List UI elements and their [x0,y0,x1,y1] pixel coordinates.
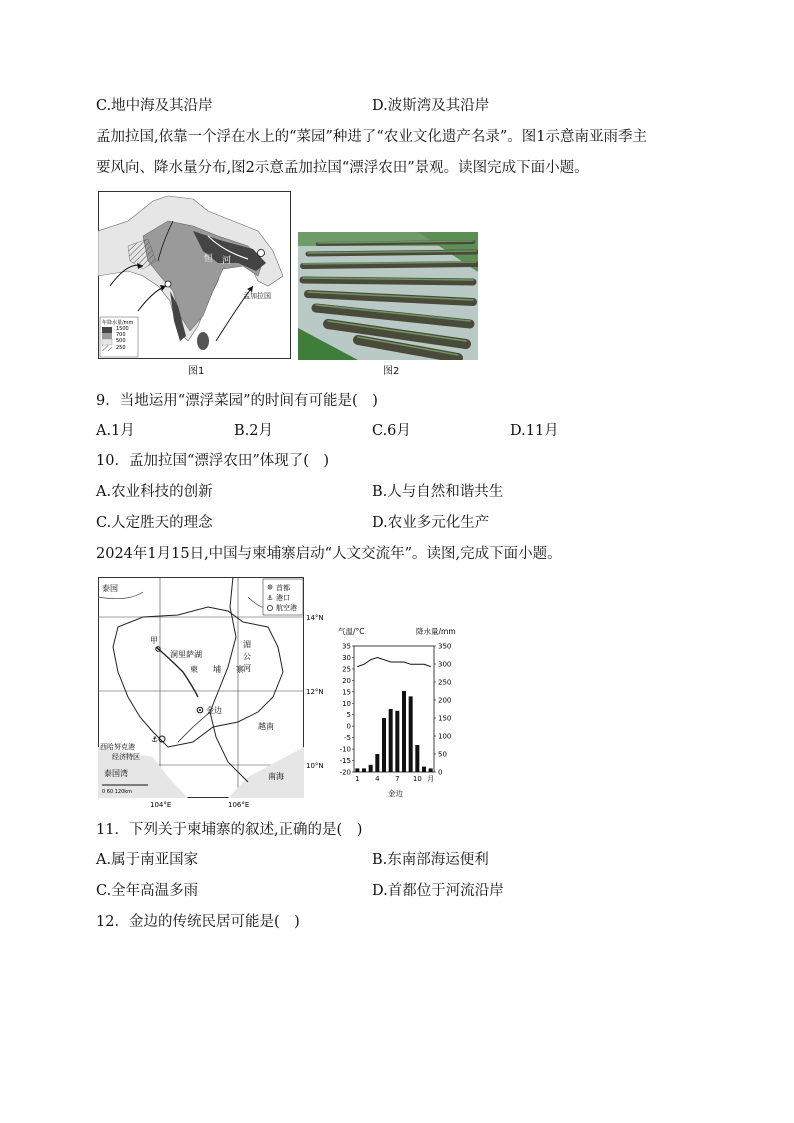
chart-ytick-left: 15 [342,688,351,697]
chart-ytick-right: 0 [438,768,443,777]
chart-ylabel-right: 降水量/mm [416,627,456,636]
figure1-river-label: 恒 [204,254,214,264]
chart-ytick-right: 150 [438,714,452,723]
chart-ytick-right: 300 [438,660,452,669]
q10-stem: 10．孟加拉国“漂浮农田”体现了( ) [96,453,330,469]
q8-option-c: C.地中海及其沿岸 [96,98,213,114]
q10-option-c: C.人定胜天的理念 [96,515,213,531]
chart-ytick-left: -20 [339,768,351,777]
map2-legend-port: 港口 [276,594,290,602]
map2-vietnam: 越南 [258,722,274,731]
map2-cambodia-2: 埔 [213,665,221,674]
chart-ytick-left: 5 [346,711,351,720]
map2-sez-1: 西哈努克港 [100,743,135,751]
svg-text:⚓: ⚓ [266,594,274,602]
map2-mekong-3: 河 [243,664,251,673]
svg-text:⚓: ⚓ [151,735,159,744]
map2-cambodia-3: 寨 [236,665,244,674]
passage1-line1: 孟加拉国,依靠一个浮在水上的“菜园”种进了“农业文化遗产名录”。图1示意南亚雨季主 [96,129,647,145]
chart-bar [389,709,393,772]
chart-ylabel-left: 气温/°C [338,627,365,636]
map2-legend-airport: 航空港 [276,604,297,612]
chart-bar [415,745,419,772]
map2-scale: 0 60 120km [102,789,133,795]
q11-option-a: A.属于南亚国家 [96,852,199,868]
passage1-line2: 要风向、降水量分布,图2示意孟加拉国“漂浮农田”景观。读图完成下面小题。 [96,160,589,176]
q11-option-b: B.东南部海运便利 [372,852,489,868]
q10-option-d: D.农业多元化生产 [372,515,490,531]
figure1-legend-title: 年降水量/mm [102,320,134,326]
chart-xtick: 1 [355,775,360,783]
figure1-legend-v1: 1500 [116,326,129,332]
map2-lat10: 10°N [306,762,324,770]
passage2-line1: 2024年1月15日,中国与柬埔寨启动“人文交流年”。读图,完成下面小题。 [96,546,562,562]
chart-ytick-left: 20 [342,676,351,685]
chart-bar [422,767,426,772]
q11-stem: 11．下列关于柬埔寨的叙述,正确的是( ) [96,822,363,838]
figure1-legend-v2: 700 [116,332,126,338]
map2-cambodia-1: 柬 [190,665,198,674]
chart-bar [355,768,359,772]
chart-xtick: 7 [395,775,400,783]
q9-option-d: D.11月 [510,423,559,439]
q9-stem: 9．当地运用“漂浮菜园”的时间有可能是( ) [96,393,378,409]
map2-gulf: 泰国湾 [104,769,128,778]
map2-lon106: 106°E [228,801,250,809]
chart-bar [375,754,379,772]
chart-ytick-right: 350 [438,642,452,651]
chart-xtick-unit: 月 [427,775,435,783]
map2-sez-2: 经济特区 [112,753,140,761]
chart-bar [362,768,366,772]
chart-ytick-right: 50 [438,750,447,759]
chart-ytick-left: 25 [342,665,351,674]
figure1-caption: 图1 [188,366,205,377]
chart-bar [409,696,413,772]
map2-thailand: 泰国 [102,584,118,593]
chart-bar [382,718,386,772]
chart-ytick-right: 100 [438,732,452,741]
climate-chart [336,626,466,800]
q10-option-b: B.人与自然和谐共生 [372,484,504,500]
chart-xlabel: 金边 [388,789,403,798]
q11-option-c: C.全年高温多雨 [96,883,199,899]
chart-xtick: 10 [412,775,422,783]
chart-bar [429,768,433,772]
q9-option-b: B.2月 [234,423,273,439]
chart-ytick-left: -5 [344,734,351,743]
figure1-bangladesh-label: 孟加拉国 [243,292,271,300]
chart-ytick-right: 250 [438,678,452,687]
chart-temperature-line [357,658,430,667]
q11-option-d: D.首都位于河流沿岸 [372,883,504,899]
map2-lake: 洞里萨湖 [170,650,202,659]
chart-xtick: 4 [375,775,380,783]
cambodia-map [98,577,334,809]
map2-mekong-2: 公 [243,652,251,661]
map2-lat12: 12°N [306,688,324,696]
chart-ytick-right: 200 [438,696,452,705]
q12-stem: 12．金边的传统民居可能是( ) [96,914,300,930]
map2-legend-capital: 首都 [276,584,290,592]
figure2-caption: 图2 [383,366,400,377]
figure1-legend-v4: 250 [116,345,126,351]
q9-option-a: A.1月 [96,423,135,439]
map2-southsea: 南海 [268,772,284,781]
chart-ytick-left: 30 [342,653,351,662]
chart-ytick-left: 0 [346,722,351,731]
chart-ytick-left: 35 [342,642,351,651]
chart-ytick-left: -15 [339,757,351,766]
figure1-river-label2: 河 [222,256,232,266]
map2-lat14: 14°N [306,614,324,622]
figure1-legend-v3: 500 [116,338,126,344]
map2-jia: 甲 [150,636,158,645]
q10-option-a: A.农业科技的创新 [96,484,213,500]
chart-ytick-left: 10 [342,699,351,708]
map2-lon104: 104°E [150,801,172,809]
map2-phnompenh: 金边 [206,706,222,715]
map2-mekong-1: 湄 [243,640,251,649]
chart-bar [402,691,406,772]
chart-bar [369,765,373,772]
q9-option-c: C.6月 [372,423,411,439]
q8-option-d: D.波斯湾及其沿岸 [372,98,490,114]
figure2-photo [298,232,478,360]
chart-ytick-left: -10 [339,745,351,754]
figure1-map [98,191,291,359]
chart-bar [395,711,399,772]
